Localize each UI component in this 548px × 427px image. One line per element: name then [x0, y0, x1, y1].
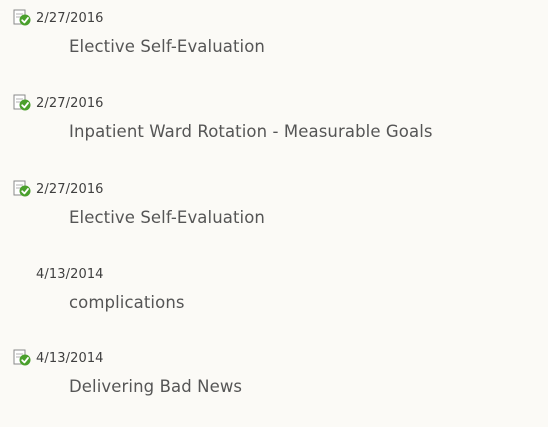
list-item[interactable] [0, 7, 548, 87]
entry-title[interactable]: complications [69, 293, 185, 312]
entry-date: 4/13/2014 [36, 350, 104, 366]
entry-title[interactable]: Delivering Bad News [69, 377, 243, 396]
entry-date-row [12, 178, 104, 200]
document-check-icon [12, 349, 32, 367]
entry-date: 4/13/2014 [36, 266, 104, 282]
entry-date-row [12, 7, 104, 29]
entry-date: 2/27/2016 [36, 95, 104, 111]
list-item[interactable] [0, 92, 548, 172]
list-item[interactable] [0, 263, 548, 343]
entry-date: 2/27/2016 [36, 181, 104, 197]
entry-title[interactable]: Inpatient Ward Rotation - Measurable Goals [69, 122, 433, 141]
entry-date-row [12, 92, 104, 114]
entry-title[interactable]: Elective Self-Evaluation [69, 37, 265, 56]
entry-date: 2/27/2016 [36, 10, 104, 26]
list-item[interactable] [0, 347, 548, 427]
list-item[interactable] [0, 178, 548, 258]
document-check-icon [12, 94, 32, 112]
entry-date-row [12, 347, 104, 369]
entry-date-row [12, 263, 104, 285]
entry-title[interactable]: Elective Self-Evaluation [69, 208, 265, 227]
document-check-icon [12, 9, 32, 27]
no-status-icon-placeholder [12, 265, 32, 283]
document-check-icon [12, 180, 32, 198]
